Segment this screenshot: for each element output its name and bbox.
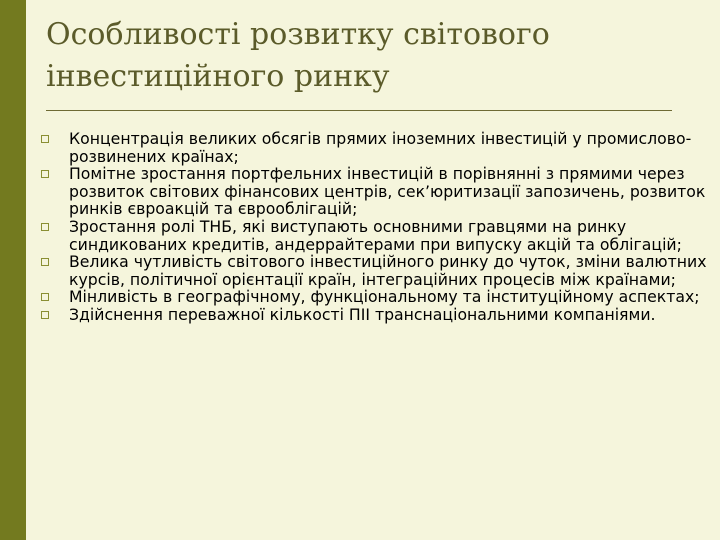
bullet-text-6: Здійснення переважної кількості ПІІ транснаціональними компаніями. bbox=[69, 304, 656, 324]
left-accent-bar bbox=[0, 0, 26, 540]
title-divider bbox=[46, 110, 672, 111]
hollow-square-icon bbox=[41, 258, 49, 266]
bullet-item-5 bbox=[41, 288, 713, 306]
bullet-text-2: Помітне зростання портфельних інвестицій в порівнянні з прямими через розвиток світових фінансових центрів, сек’юритизації запозичень, розвиток ринків євроакцій та єврооблігацій; bbox=[69, 164, 706, 219]
bullet-text-5: Мінливість в географічному, функціональному та інституційному аспектах; bbox=[69, 287, 700, 307]
bullet-item-3 bbox=[41, 218, 713, 253]
bullet-text-3: Зростання ролі ТНБ, які виступають основними гравцями на ринку синдикованих кредитів, андеррайтерами при випуску акцій та облігацій; bbox=[69, 216, 682, 254]
slide-title-line-2: інвестиційного ринку bbox=[46, 59, 390, 94]
bullet-item-4 bbox=[41, 253, 713, 288]
hollow-square-icon bbox=[41, 293, 49, 301]
hollow-square-icon bbox=[41, 135, 49, 143]
bullet-item-6 bbox=[41, 306, 713, 324]
hollow-square-icon bbox=[41, 170, 49, 178]
bullet-list bbox=[41, 130, 713, 324]
hollow-square-icon bbox=[41, 311, 49, 319]
bullet-text-1: Концентрація великих обсягів прямих іноземних інвестицій у промислово-розвинених країнах; bbox=[69, 129, 692, 166]
bullet-item-2 bbox=[41, 165, 713, 218]
slide-title-line-1: Особливості розвитку світового bbox=[46, 17, 550, 52]
bullet-item-1 bbox=[41, 130, 713, 165]
bullet-text-4: Велика чутливість світового інвестиційного ринку до чуток, зміни валютних курсів, політичної орієнтації країн, інтеграційних процесів між країнами; bbox=[69, 252, 707, 289]
slide-title bbox=[46, 14, 686, 98]
hollow-square-icon bbox=[41, 223, 49, 231]
